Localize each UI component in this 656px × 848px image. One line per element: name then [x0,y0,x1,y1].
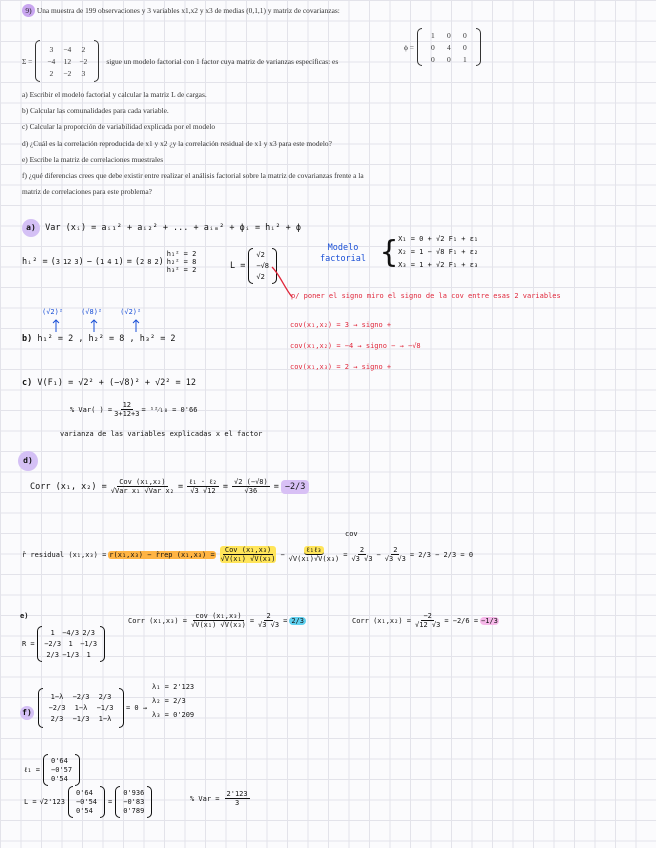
f-grid [45,693,117,723]
e-label: e) [20,612,29,620]
e-section [20,612,28,620]
residual-corr: r̂ residual (x₁,x₃) = r(x₁,x₃) − r̂rep (x₁,x₃) = $\frac{\text{Cov (x₁,x₃)}}{\text{√V(x₁) √V(x₃)}}$ − $\frac{\text{ℓ₁ℓ₃}}{\text{√V(x₁)√V(x₃)}}$ = $\frac{2}{√3 √3}$ − $\frac{2}{√3 √3}$ = 2/3 − 2/3 = 0 [22,546,474,563]
lambda-2: λ₃ = 0'209 [152,711,195,719]
c-pct-rhs: = ¹²⁄₁₈ = 0'66 [141,405,198,414]
model-text: sigue un modelo factorial con 1 factor cuya matriz de varianzas específicas: es [106,56,339,66]
l1-bracket-right [75,754,80,786]
arrow-1 [53,320,59,332]
L2b-2: 0'789 [123,806,145,815]
L2-label: L = [24,798,37,806]
resid-frac4 [385,546,406,563]
R-label: R = [22,640,35,648]
intro-text: Una muestra de 199 observaciones y 3 variables x1,x2 y x3 de medias (0,1,1) y matriz de covarianzas: [36,6,340,15]
R-cell-1-0: −2/3 [44,640,62,648]
h-mat3-0: 2 [140,258,145,266]
l1-0: 0'64 [51,756,68,765]
R-cell-1-2: −1/3 [80,640,98,648]
e-corr2-lhs: Corr (x₁,x₂) = [352,616,412,625]
L2a-bracket-left [68,786,73,818]
L2b-bracket-left [115,786,120,818]
resid-frac3 [351,546,372,563]
sigma-cell-0-0: 3 [49,44,54,54]
e-corr-f-den: √3 √3 [258,621,280,629]
L-bracket-left [248,248,253,284]
sigma-label: Σ = [22,56,33,66]
c-pct-num: 12 [122,401,132,409]
question-2: c) Calcular la proporción de variabilidad explicada por el modelo [22,122,216,132]
h-vec1: ( 3 12 3 ) [50,257,84,267]
f-cell-0-2: 2/3 [98,693,112,701]
h-mat2-2: 1 [114,258,119,266]
f-matrix [38,688,147,728]
question-0: a) Escribir el modelo factorial y calcular la matriz L de cargas. [22,90,207,99]
phi-cell-2-2: 1 [463,54,467,64]
h-equals: = [126,257,132,267]
sq-term-1: (√8)² [81,308,103,316]
pct-var [190,790,252,807]
h-minus: − [86,257,92,267]
d-f1-den: √Var x₁ √Var x₂ [110,487,174,495]
sq-arrows [50,318,160,334]
f-label: f) [20,706,34,720]
sign-line-0: cov(x₁,x₂) = 3 → signo + [290,321,392,329]
phi-cell-0-2: 0 [463,30,467,40]
sq-term-0: (√2)² [42,308,64,316]
resid-end: = 2/3 − 2/3 = 0 [409,550,474,559]
d-frac1 [111,478,174,495]
a-label: a) [22,219,40,237]
h-value-1: h₂² = 8 [166,258,197,266]
sq-term-2: (√2)² [120,308,142,316]
e-corr2-result: −1/3 [481,616,498,625]
arrow-3 [133,320,139,332]
phi-cell-0-0: 1 [431,30,435,40]
d-f3-num: √2 (−√8) [234,478,268,486]
e-corr2-num: −2 [423,612,432,620]
L2-values-2 [123,789,144,816]
e-corr12 [352,612,499,629]
resid-f4-num: 2 [393,546,398,554]
sigma-cell-0-2: 2 [81,44,86,54]
question-4: e) Escribe la matriz de correlaciones muestrales [22,154,164,164]
f-cell-2-0: 2/3 [50,715,64,723]
d-frac2 [187,478,219,495]
e-corr-frac2 [258,612,279,629]
e-corr-result: 2/3 [291,616,304,625]
d-label: d) [18,451,38,471]
L-value-0: √2 [256,250,265,259]
arrow-2 [91,320,97,332]
c-pct-lhs: % Var( ) = [70,405,113,414]
L-values [256,250,269,283]
e-corr2-den: √12 √3 [415,621,441,629]
f-bracket-right [119,688,124,728]
e-corr2-frac [415,612,440,629]
d-f3-den: √36 [244,487,258,495]
resid-f1-num: Cov (x₁,x₃) [224,546,272,554]
e-corr-den: √V(x₁) √V(x₃) [191,621,246,629]
pct-var-frac [225,790,250,807]
problem-number: 9) [22,4,35,17]
question-3: d) ¿Cuál es la correlación reproducida de x1 y x2 ¿y la correlación residual de x1 y x3 para este modelo? [22,138,332,148]
h-value-2: h₃² = 2 [166,266,197,274]
sigma-bracket-left [35,40,40,82]
L2-values-1 [76,789,97,816]
red-arrow-path [272,267,292,297]
l1-label: ℓ₁ = [24,766,40,774]
resid-frac2 [289,546,340,563]
f-bracket-left [38,688,43,728]
phi-cell-1-1: 4 [447,42,451,52]
resid-f3-den: √3 √3 [351,555,373,563]
resid-frac1 [220,546,277,563]
sigma-grid [43,45,91,78]
l1-2: 0'54 [51,774,68,783]
L2b-1: −0'83 [123,797,145,806]
R-bracket-left [37,626,42,662]
L2a-bracket-right [100,786,105,818]
f-cell-2-2: 1−λ [98,715,112,723]
l1-values [51,757,72,784]
sigma-matrix [22,40,338,82]
sigma-cell-1-1: 12 [63,56,72,66]
sign-line-1: cov(x₁,x₂) = −4 → signo − → −√8 [290,342,421,350]
b-text: h₁² = 2 , h₂² = 8 , h₃² = 2 [37,334,176,344]
f-cell-1-0: −2/3 [48,704,66,712]
f-cell-1-1: 1−λ [74,704,88,712]
L2b-bracket-right [147,786,152,818]
sign-lines [290,315,421,378]
f-cell-2-1: −1/3 [72,715,90,723]
h-computation [22,250,196,274]
c-percent [70,401,197,418]
e-corr-lhs: Corr (x₁,x₃) = [128,616,188,625]
R-cell-2-0: 2/3 [46,651,59,659]
h-values [167,250,197,274]
h-vec3: ( 2 8 2 ) [134,257,164,267]
a-formula-text: Var (xᵢ) = aᵢ₁² + aᵢ₂² + ... + aᵢₘ² + ϕᵢ = hᵢ² + ϕ [45,223,301,233]
sigma-cell-1-0: −4 [47,56,56,66]
a-formula [22,219,301,237]
e-corr-frac1 [191,612,246,629]
sq-terms [42,308,141,316]
c-pct-den: 3+12+3 [114,410,140,418]
phi-cell-2-1: 0 [447,54,451,64]
R-cell-1-1: 1 [68,640,73,648]
l1-vector [24,754,80,786]
sigma-cell-2-0: 2 [49,68,54,78]
c-text: V(F₁) = √2² + (−√8)² + √2² = 12 [37,378,197,388]
e-corr2-mid: = −2/6 = [444,616,479,625]
phi-bracket-left [417,28,422,66]
sign-note: p/ poner el signo miro el signo de la cov entre esas 2 variables [291,292,561,300]
resid-cov-hat: cov [345,530,358,538]
pct-var-label: % Var = [190,794,220,803]
model-eq-list [398,233,478,272]
resid-f2-num: ℓ₁ℓ₃ [306,546,322,554]
sign-line-2: cov(x₁,x₃) = 2 → signo + [290,363,392,371]
resid-lhs: r̂ residual (x₁,x₃) = [22,550,107,559]
L2a-1: −0'54 [75,797,98,806]
phi-cell-1-2: 0 [463,42,467,52]
phi-bracket-right [476,28,481,66]
lambda-0: λ₁ = 2'123 [152,683,195,691]
h-mat1-2: 3 [74,258,79,266]
resid-f2-den: √V(x₁)√V(x₃) [288,555,340,563]
h-mat3-1: 8 [147,258,152,266]
pct-var-num: 2'123 [226,790,248,798]
c-answer [22,378,196,388]
d-f1-num: Cov (x₁,x₂) [119,478,166,486]
l1-bracket-left [43,754,48,786]
question-1: b) Calcular las comunalidades para cada variable. [22,106,169,116]
e-corr13: Corr (x₁,x₃) = $\frac{\text{cov (x₁,x₃)}}{\text{√V(x₁) √V(x₃)}}$ = $\frac{2}{√3 √3}$ = 2/3 [128,612,304,629]
f-section [20,706,34,720]
model-eq-0: X₁ = 0 + √2 F₁ + ε₁ [398,235,479,243]
h-vec2: ( 1 4 1 ) [94,257,124,267]
sigma-cell-2-2: 3 [81,68,86,78]
modelo-factorial-label: Modelo factorial [319,243,367,264]
h-mat3-2: 2 [154,258,159,266]
f-cell-1-2: −1/3 [96,704,114,712]
L-label: L = [230,261,246,271]
d-f2-den: √3 √12 [190,487,216,495]
L2b-0: 0'936 [123,788,145,797]
lambda-1: λ₂ = 2/3 [152,697,186,705]
R-cell-0-2: 2/3 [82,629,95,637]
L2-vector: L = √2'123 0'64 −0'54 0'54 = 0'936 −0'83 0'789 [24,786,152,818]
d-result: −2/3 [281,480,309,494]
resid-part1: r(x₁,x₃) − r̂rep (x₁,x₃) = [109,550,215,559]
resid-f3-num: 2 [359,546,365,554]
phi-matrix [404,28,481,66]
d-frac3 [232,478,270,495]
R-grid [44,629,98,659]
e-corr-f-num: 2 [266,612,271,620]
sigma-cell-0-1: −4 [63,44,72,54]
h-mat1-1: 12 [62,258,72,266]
sigma-cell-2-1: −2 [63,68,72,78]
sigma-cell-1-2: −2 [79,56,88,66]
d-corr: Corr (x₁, x₂) = $\frac{\text{Cov (x₁,x₂)}}{\text{√Var x₁ √Var x₂}}$ = $\frac{\text{ℓ₁ · ℓ₂}}{√3 √12}$ = $\frac{√2 (-√8)}{√36}$ = −2/3 [30,478,309,495]
f-cell-0-0: 1−λ [50,693,64,701]
R-bracket-right [100,626,105,662]
phi-cell-2-0: 0 [431,54,435,64]
question-list [22,87,364,200]
d-lhs: Corr (x₁, x₂) = [30,481,107,492]
l1-1: −0'57 [51,765,73,774]
c-label: c) [22,378,33,388]
f-cell-0-1: −2/3 [72,693,90,701]
R-cell-2-1: −1/3 [62,651,80,659]
L2a-2: 0'54 [75,806,93,815]
L-value-2: √2 [256,272,265,281]
h-mat1-0: 3 [55,258,60,266]
question-6: matriz de correlaciones para este problema? [22,187,152,197]
h-lhs: hᵢ² = [22,257,48,267]
e-corr-num: cov (x₁,x₃) [195,612,242,620]
c-note: varianza de las variables explicadas x el factor [60,430,263,438]
model-brace: { [380,234,399,270]
lambda-list [152,680,194,722]
R-cell-0-1: −4/3 [62,629,80,637]
b-label: b) [22,334,33,344]
h-value-0: h₁² = 2 [166,250,197,258]
R-matrix [22,626,105,662]
d-f2-num: ℓ₁ · ℓ₂ [189,478,217,486]
resid-f4-den: √3 √3 [384,555,406,563]
sigma-bracket-right [94,40,99,82]
phi-grid [425,31,473,64]
question-5: f) ¿qué diferencias crees que debe existir entre realizar el análisis factorial sobre la matriz de covarianzas frente a la [22,171,364,181]
d-label-wrap [18,450,38,471]
phi-cell-1-0: 0 [431,42,435,52]
c-pct-frac [114,401,139,418]
h-mat2-0: 1 [99,258,105,266]
resid-f1-den: √V(x₁) √V(x₃) [220,555,276,563]
L2a-0: 0'64 [75,788,93,797]
f-eq: = 0 → [126,704,148,712]
L2-sqrt: √2'123 [39,798,65,806]
h-mat2-1: 4 [107,258,112,266]
R-cell-2-2: 1 [86,651,91,659]
R-cell-0-0: 1 [50,629,55,637]
pct-var-den: 3 [234,799,240,807]
phi-cell-0-1: 0 [447,30,451,40]
phi-label: ϕ = [404,42,414,52]
b-answer [22,334,176,344]
L-value-1: −√8 [256,261,270,270]
model-eq-1: X₂ = 1 − √8 F₁ + ε₂ [398,248,479,256]
problem-intro [22,4,340,17]
model-eq-2: X₃ = 1 + √2 F₁ + ε₃ [398,261,479,269]
model-equations [380,233,478,272]
